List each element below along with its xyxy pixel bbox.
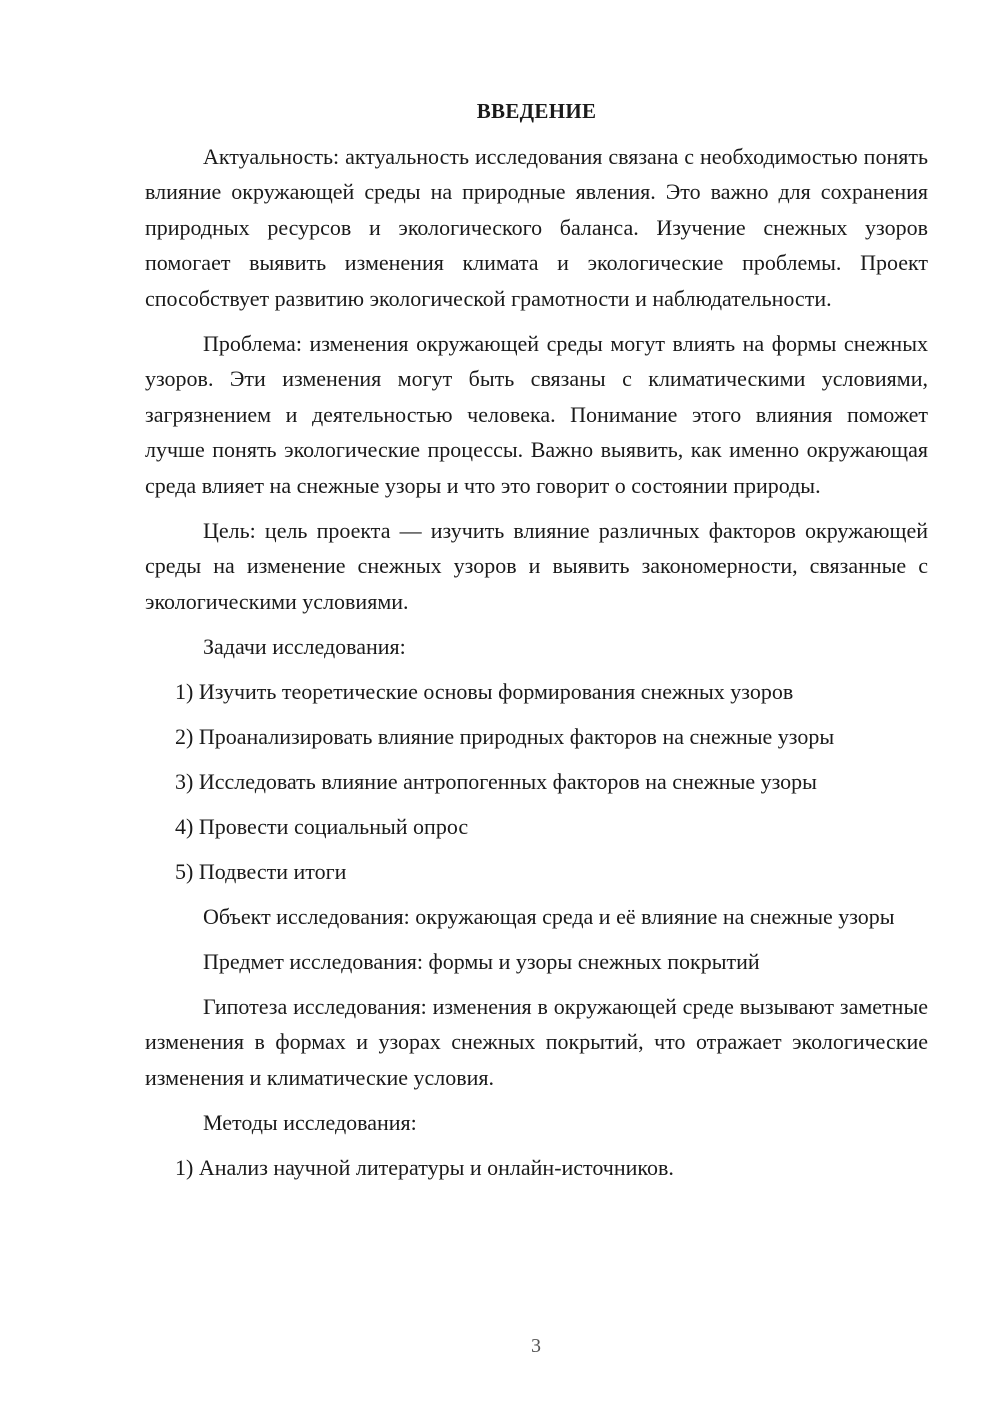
document-page (145, 94, 928, 1195)
task-item: 2) Проанализировать влияние природных факторов на снежные узоры (175, 723, 835, 749)
methods-label: Методы исследования: (203, 1109, 417, 1135)
hypothesis-paragraph: Гипотеза исследования: изменения в окружающей среде вызывают заметные изменения в формах и узорах снежных покрытий, что отражает экологические изменения и климатические условия. (145, 993, 928, 1090)
subject-paragraph: Предмет исследования: формы и узоры снежных покрытий (203, 948, 760, 974)
object-paragraph: Объект исследования: окружающая среда и её влияние на снежные узоры (203, 903, 895, 929)
task-item: 1) Изучить теоретические основы формирования снежных узоров (175, 678, 794, 704)
page-number: 3 (531, 1335, 541, 1357)
goal-paragraph: Цель: цель проекта — изучить влияние различных факторов окружающей среды на изменение снежных узоров и выявить закономерности, связанные с экологическими условиями. (145, 517, 928, 614)
task-item: 3) Исследовать влияние антропогенных факторов на снежные узоры (175, 768, 817, 794)
task-item: 5) Подвести итоги (175, 858, 347, 884)
relevance-paragraph: Актуальность: актуальность исследования связана с необходимостью понять влияние окружающей среды на природные явления. Это важно для сохранения природных ресурсов и экологического баланса. Изучение снежных узоров помогает выявить изменения климата и экологические проблемы. Проект способствует развитию экологической грамотности и наблюдательности. (145, 143, 928, 311)
method-item: 1) Анализ научной литературы и онлайн-источников. (175, 1154, 674, 1180)
tasks-label: Задачи исследования: (203, 633, 406, 659)
task-item: 4) Провести социальный опрос (175, 813, 469, 839)
section-title: ВВЕДЕНИЕ (476, 99, 597, 123)
problem-paragraph: Проблема: изменения окружающей среды могут влиять на формы снежных узоров. Эти изменения могут быть связаны с климатическими условиями, загрязнением и деятельностью человека. Понимание этого влияния поможет лучше понять экологические процессы. Важно выявить, как именно окружающая среда влияет на снежные узоры и что это говорит о состоянии природы. (145, 330, 928, 498)
